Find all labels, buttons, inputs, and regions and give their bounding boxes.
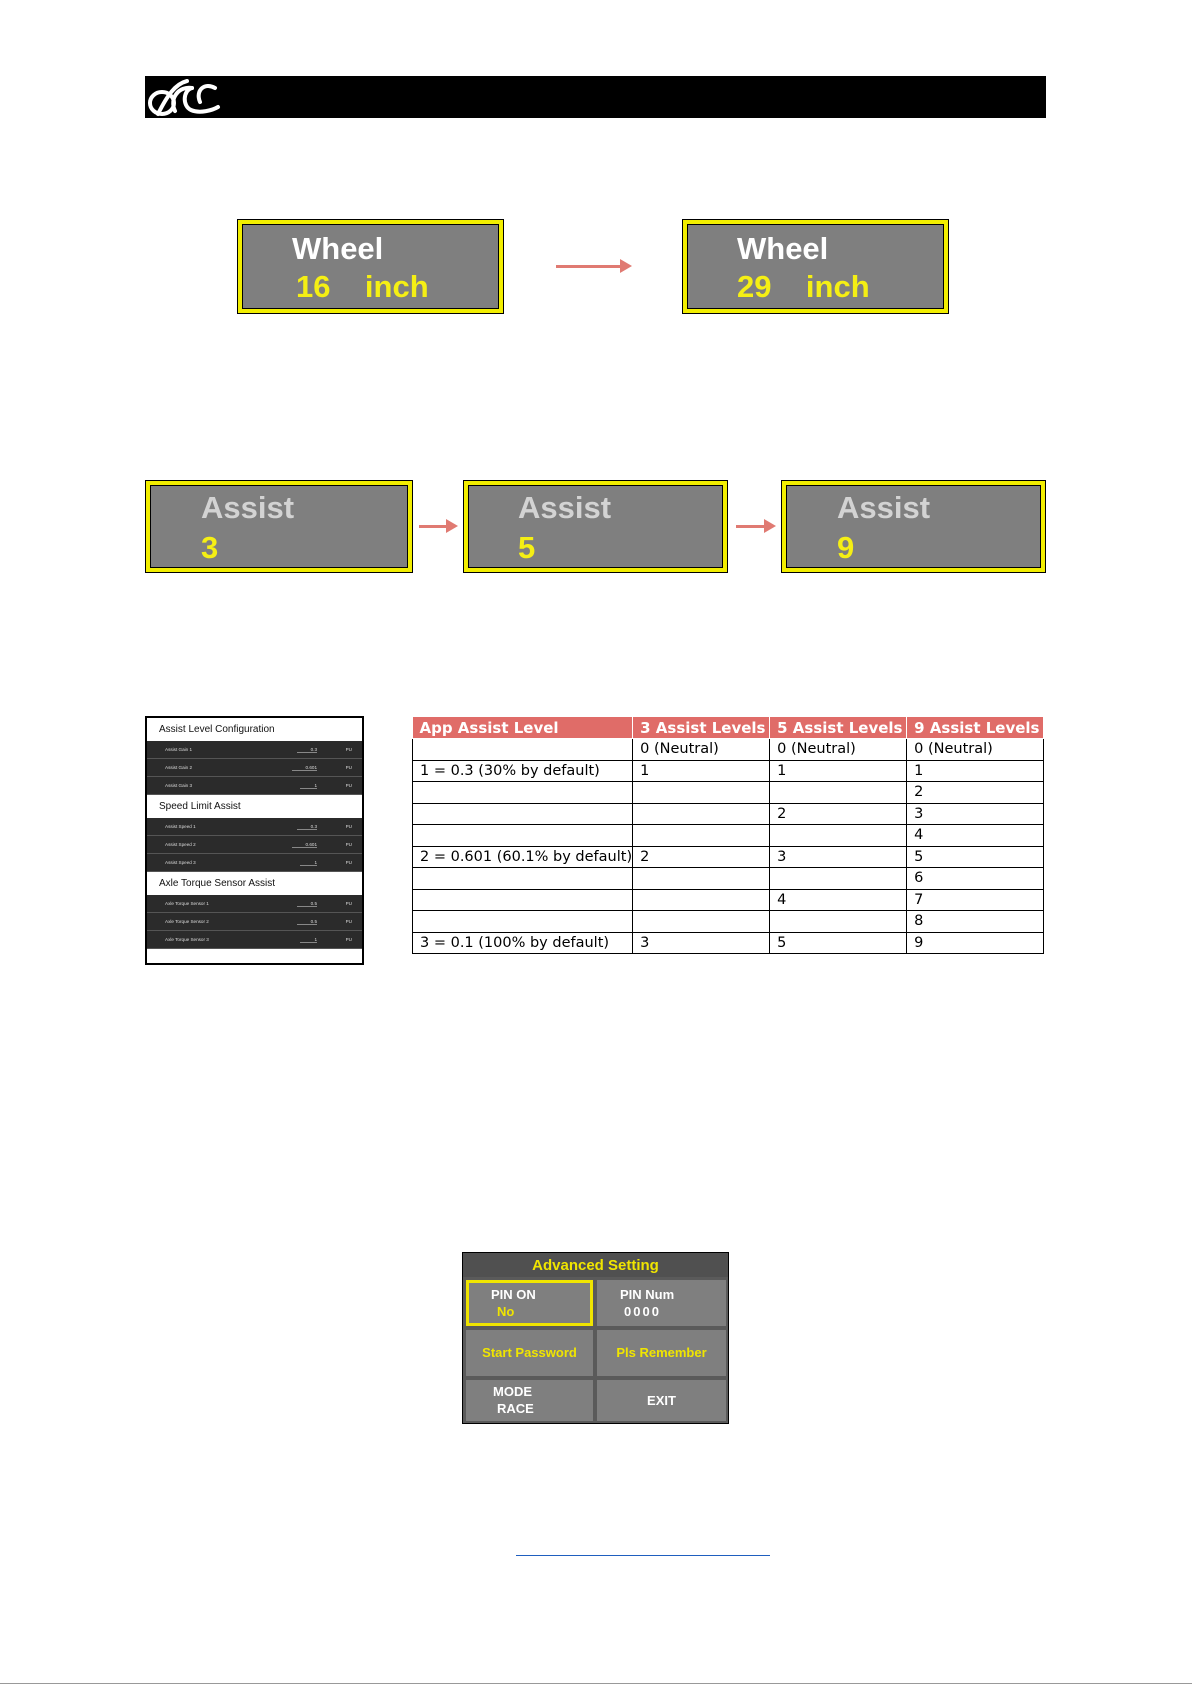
row-unit: PU [345,901,352,906]
row-name: Axle Torque Sensor 2 [165,919,209,924]
table-cell [770,868,907,890]
wheel-value: 16 inch [296,269,429,304]
arrow-right-icon [736,525,766,528]
table-cell: 4 [907,825,1044,847]
pin-on-value: No [497,1304,515,1319]
arrow-right-icon [556,265,622,268]
table-cell: 2 [770,803,907,825]
table-cell: 3 [633,932,770,954]
table-cell [770,911,907,933]
column-header: 3 Assist Levels [633,717,770,739]
assist-value: 5 [518,530,536,565]
table-row [413,760,1044,782]
start-password-button[interactable] [466,1330,593,1376]
table-cell [770,825,907,847]
exit-button[interactable] [597,1380,726,1421]
mode-option[interactable] [466,1380,593,1421]
pin-on-option[interactable] [466,1280,593,1326]
config-row[interactable] [147,759,362,777]
table-row [413,889,1044,911]
table-cell: 0 (Neutral) [770,739,907,761]
section-heading: Assist Level Configuration [147,718,362,741]
table-cell [770,782,907,804]
config-row[interactable] [147,895,362,913]
table-cell: 2 = 0.601 (60.1% by default) [413,846,633,868]
row-value: 1 [300,860,317,866]
config-row[interactable] [147,777,362,795]
table-cell [633,782,770,804]
table-cell: 1 [770,760,907,782]
table-cell: 3 = 0.1 (100% by default) [413,932,633,954]
mode-label: MODE [493,1384,532,1399]
wheel-panel-after [682,219,949,314]
pin-num-option[interactable] [597,1280,726,1326]
wheel-label: Wheel [737,231,829,266]
row-unit: PU [345,824,352,829]
table-cell: 2 [633,846,770,868]
table-cell: 5 [907,846,1044,868]
table-cell: 1 = 0.3 (30% by default) [413,760,633,782]
row-value: 0.3 [297,747,317,753]
config-row[interactable] [147,854,362,872]
table-cell [413,911,633,933]
assist-value: 3 [201,530,219,565]
table-cell: 8 [907,911,1044,933]
table-cell: 1 [633,760,770,782]
table-cell [633,868,770,890]
pin-on-label: PIN ON [491,1287,536,1302]
row-value: 1 [300,783,317,789]
row-unit: PU [345,860,352,865]
start-password-label: Start Password [482,1345,577,1360]
table-cell: 9 [907,932,1044,954]
row-name: Assist Speed 3 [165,860,196,865]
table-cell [413,825,633,847]
wheel-value: 29 inch [737,269,870,304]
table-cell [413,889,633,911]
table-header-row [413,717,1044,739]
pls-remember-button[interactable] [597,1330,726,1376]
table-row [413,739,1044,761]
config-row[interactable] [147,913,362,931]
table-cell [413,803,633,825]
row-unit: PU [345,937,352,942]
row-unit: PU [345,919,352,924]
table-row [413,868,1044,890]
assist-label: Assist [201,490,295,525]
assist-label: Assist [837,490,931,525]
row-unit: PU [345,783,352,788]
wheel-panel-before [237,219,504,314]
config-row[interactable] [147,931,362,949]
brand-logo [145,76,227,118]
config-row[interactable] [147,741,362,759]
table-cell: 3 [907,803,1044,825]
page-divider [0,1683,1192,1684]
config-row[interactable] [147,836,362,854]
table-cell [413,739,633,761]
header-bar [145,76,1046,118]
row-name: Assist Gain 3 [165,783,193,788]
column-header: 9 Assist Levels [907,717,1044,739]
section-heading: Speed Limit Assist [147,795,362,818]
column-header: 5 Assist Levels [770,717,907,739]
table-cell: 1 [907,760,1044,782]
assist-panel-9 [781,480,1046,573]
arrow-head-icon [620,259,632,273]
table-cell: 5 [770,932,907,954]
table-cell: 0 (Neutral) [907,739,1044,761]
table-cell: 6 [907,868,1044,890]
row-unit: PU [345,842,352,847]
row-value: 1 [300,937,317,943]
assist-panel-3 [145,480,413,573]
table-row [413,803,1044,825]
table-cell: 4 [770,889,907,911]
table-row [413,846,1044,868]
row-value: 0.3 [297,824,317,830]
row-name: Assist Gain 1 [165,747,193,752]
pin-num-value: 0000 [624,1304,661,1319]
mode-value: RACE [497,1401,534,1416]
table-cell [633,911,770,933]
row-unit: PU [345,765,352,770]
row-value: 0.601 [292,765,318,771]
table-row [413,825,1044,847]
row-value: 0.5 [297,919,317,925]
exit-label: EXIT [647,1393,676,1408]
advanced-setting-screen [462,1252,729,1424]
table-cell: 7 [907,889,1044,911]
row-name: Axle Torque Sensor 3 [165,937,209,942]
table-cell: 0 (Neutral) [633,739,770,761]
assist-level-table [412,717,1044,954]
table-cell [413,782,633,804]
table-cell [633,825,770,847]
screen-title: Advanced Setting [463,1253,728,1277]
arrow-head-icon [764,519,776,533]
column-header: App Assist Level [413,717,633,739]
assist-panel-5 [463,480,728,573]
app-config-screenshot [145,716,364,965]
arrow-right-icon [419,525,447,528]
arrow-head-icon [446,519,458,533]
section-heading: Axle Torque Sensor Assist [147,872,362,895]
wheel-label: Wheel [292,231,384,266]
row-value: 0.5 [297,901,317,907]
table-cell [633,803,770,825]
config-row[interactable] [147,818,362,836]
pin-num-label: PIN Num [620,1287,675,1302]
table-row [413,911,1044,933]
assist-label: Assist [518,490,612,525]
row-name: Assist Speed 2 [165,842,196,847]
assist-value: 9 [837,530,855,565]
row-value: 0.601 [292,842,318,848]
table-row [413,932,1044,954]
link-underline[interactable] [516,1555,770,1556]
table-cell [633,889,770,911]
row-name: Assist Speed 1 [165,824,196,829]
row-name: Assist Gain 2 [165,765,193,770]
table-row [413,782,1044,804]
table-cell: 3 [770,846,907,868]
table-cell [413,868,633,890]
pls-remember-label: Pls Remember [616,1345,707,1360]
table-cell: 2 [907,782,1044,804]
row-name: Axle Torque Sensor 1 [165,901,209,906]
row-unit: PU [345,747,352,752]
